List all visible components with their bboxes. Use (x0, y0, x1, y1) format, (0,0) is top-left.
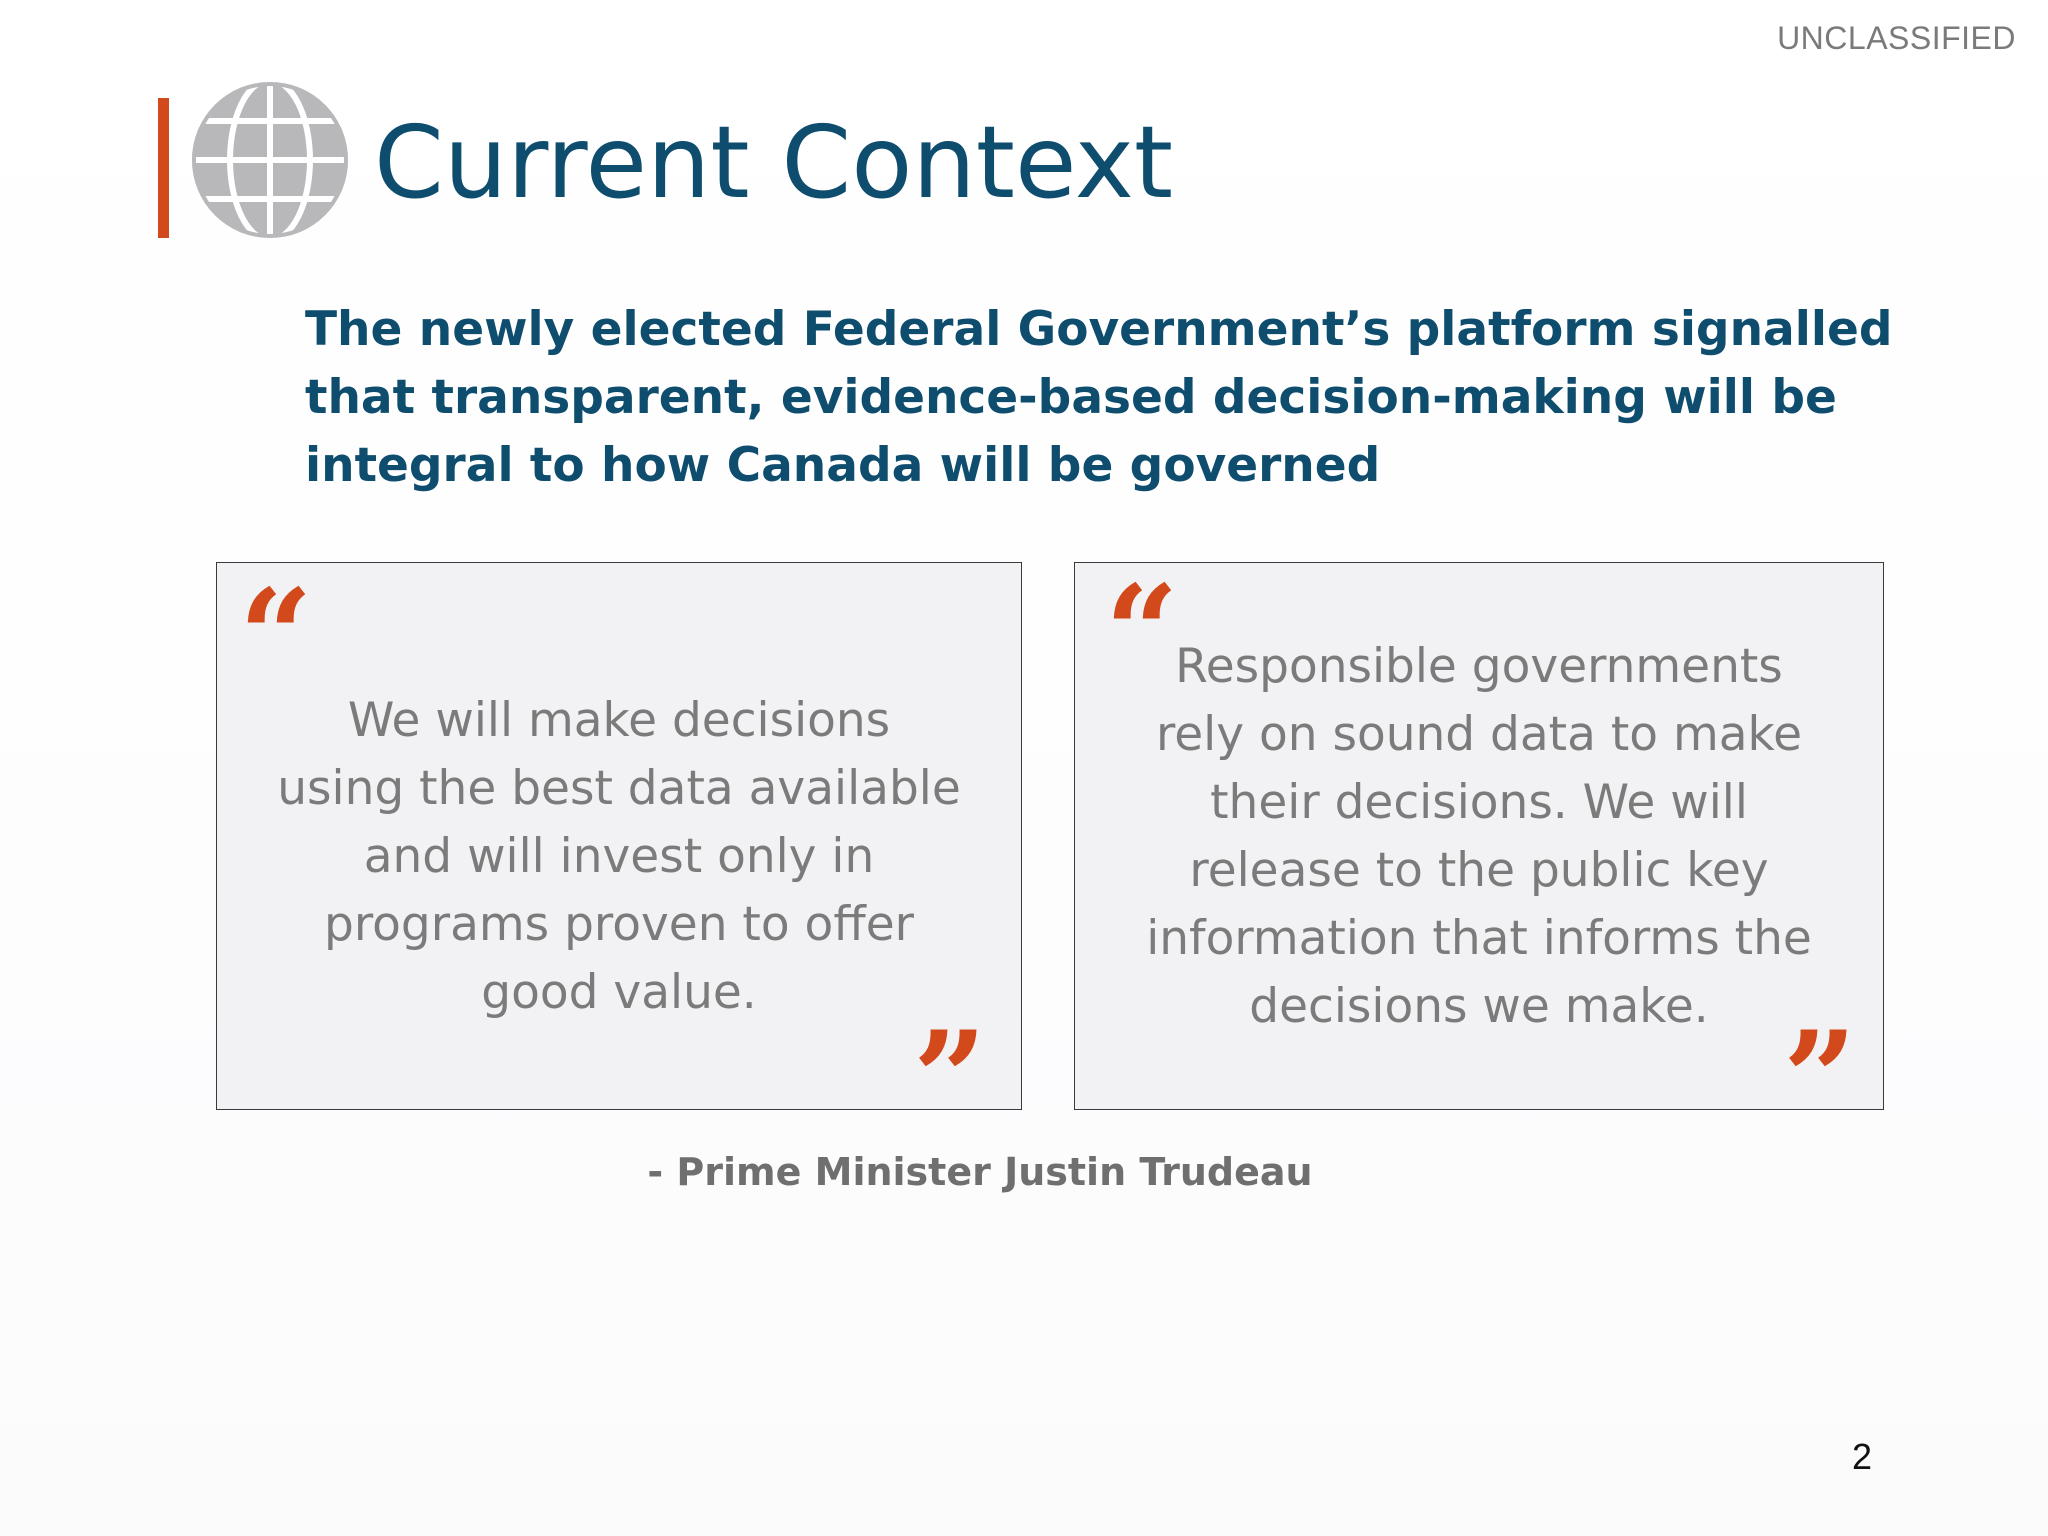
globe-icon (190, 80, 350, 240)
title-accent-bar (158, 98, 169, 238)
page-title: Current Context (374, 104, 1174, 221)
quote-text: Responsible governments rely on sound data to make their decisions. We will release to the public key information that informs the decisions we make. (1146, 639, 1812, 1034)
close-quote-icon: ” (913, 1004, 987, 1154)
classification-label: UNCLASSIFIED (1777, 20, 2016, 56)
quote-box-right (1074, 558, 1884, 1154)
open-quote-icon: “ (1105, 558, 1179, 708)
page-number: 2 (1852, 1436, 1873, 1477)
lead-statement: The newly elected Federal Government’s platform signalled that transparent, evidence-based decision-making will be integral to how Canada will be governed (305, 302, 1893, 493)
quote-attribution (0, 1150, 2048, 1194)
quote-text: We will make decisions using the best data available and will invest only in programs proven to offer good value. (277, 693, 961, 1020)
attribution-text: - Prime Minister Justin Trudeau (647, 1150, 1313, 1194)
open-quote-icon: “ (239, 562, 313, 712)
quote-box-left (216, 562, 1022, 1154)
close-quote-icon: ” (1783, 1004, 1857, 1154)
